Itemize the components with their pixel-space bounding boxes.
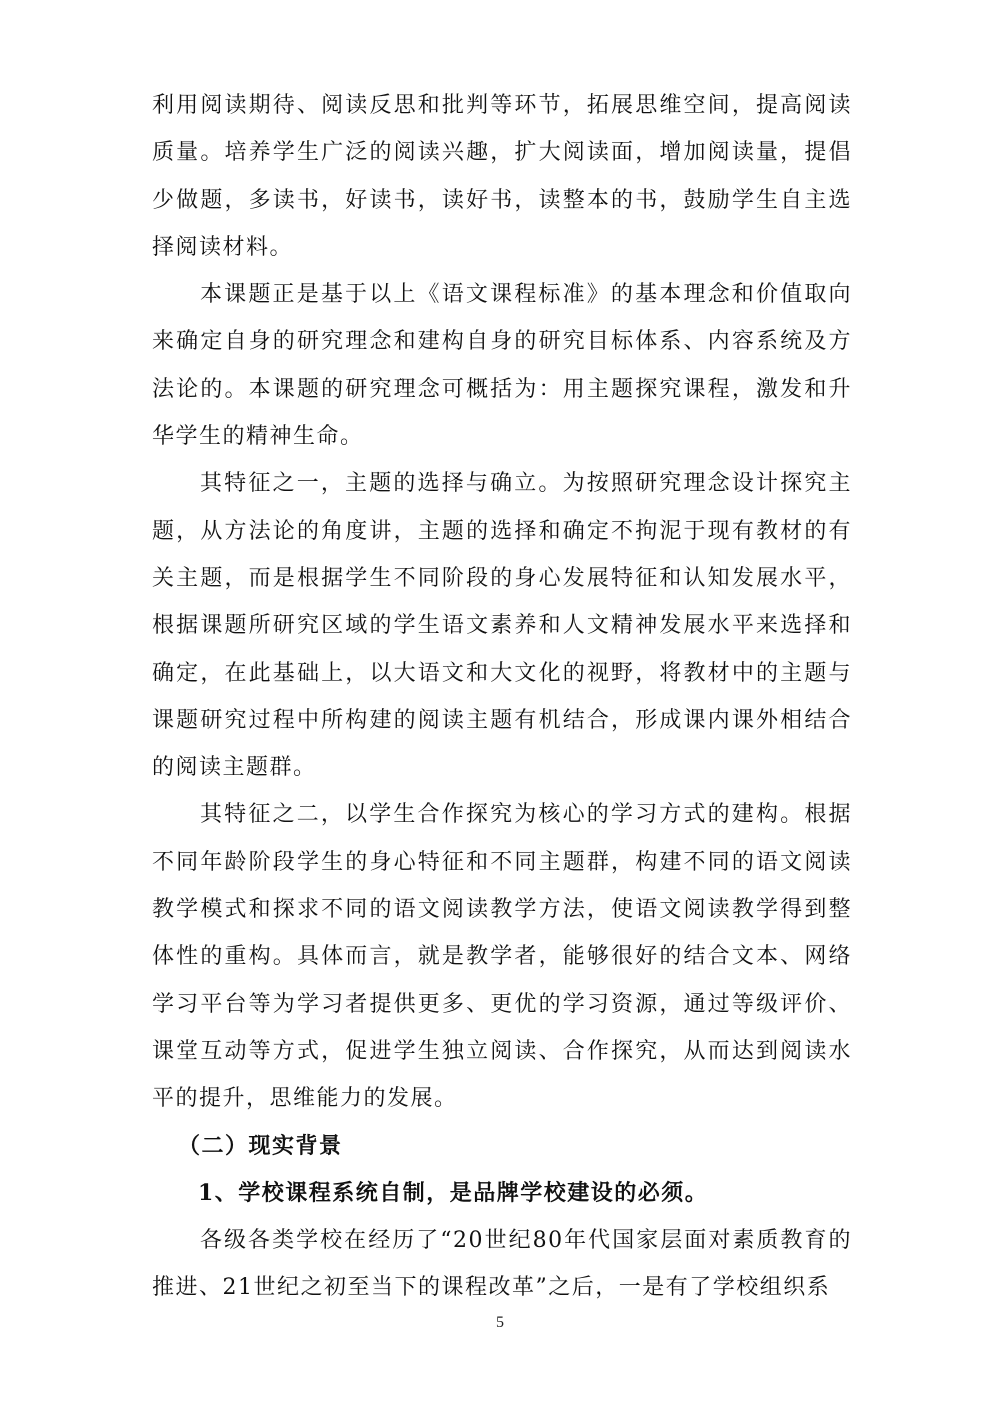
document-body [152, 82, 852, 1312]
subsection-heading: 1、学校课程系统自制，是品牌学校建设的必须。 [198, 1179, 709, 1206]
paragraph-research-concept: 本课题正是基于以上《语文课程标准》的基本理念和价值取向来确定自身的研究理念和建构自身的研究目标体系、内容系统及方法论的。本课题的研究理念可概括为：用主题探究课程，激发和升华学生的精神生命。 [152, 282, 852, 450]
section-heading: （二）现实背景 [178, 1132, 343, 1159]
paragraph-school-background: 各级各类学校在经历了“20世纪80年代国家层面对素质教育的推进、21世纪之初至当下的课程改革”之后，一是有了学校组织系 [152, 1228, 852, 1301]
page-number: 5 [496, 1314, 504, 1331]
paragraph-feature-two: 其特征之二，以学生合作探究为核心的学习方式的建构。根据不同年龄阶段学生的身心特征和不同主题群，构建不同的语文阅读教学模式和探求不同的语文阅读教学方法，使语文阅读教学得到整体性的重构。具体而言，就是教学者，能够很好的结合文本、网络学习平台等为学习者提供更多、更优的学习资源，通过等级评价、课堂互动等方式，促进学生独立阅读、合作探究，从而达到阅读水平的提升，思维能力的发展。 [152, 802, 852, 1112]
paragraph-reading-quality: 利用阅读期待、阅读反思和批判等环节，拓展思维空间，提高阅读质量。培养学生广泛的阅读兴趣，扩大阅读面，增加阅读量，提倡少做题，多读书，好读书，读好书，读整本的书，鼓励学生自主选择阅读材料。 [152, 93, 852, 260]
paragraph-feature-one: 其特征之一，主题的选择与确立。为按照研究理念设计探究主题，从方法论的角度讲，主题的选择和确定不拘泥于现有教材的有关主题，而是根据学生不同阶段的身心发展特征和认知发展水平，根据课题所研究区域的学生语文素养和人文精神发展水平来选择和确定，在此基础上，以大语文和大文化的视野，将教材中的主题与课题研究过程中所构建的阅读主题有机结合，形成课内课外相结合的阅读主题群。 [152, 471, 852, 781]
